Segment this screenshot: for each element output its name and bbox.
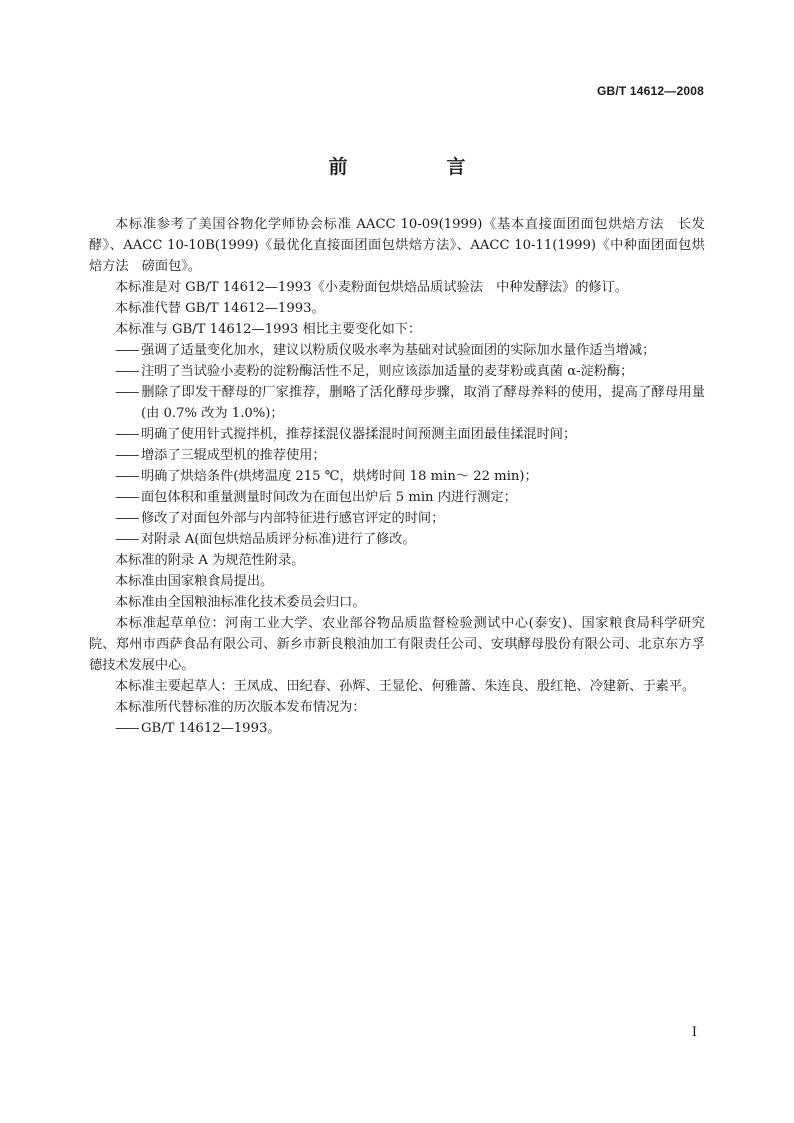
paragraph-revision-note: 本标准是对 GB/T 14612—1993《小麦粉面包烘焙品质试验法 中种发酵法》的修订。 [115, 280, 628, 295]
list-item [89, 424, 705, 445]
dash-marker: —— [115, 364, 138, 379]
paragraph-replaces: 本标准代替 GB/T 14612—1993。 [115, 301, 325, 316]
page-title: 前 言 [328, 156, 506, 178]
paragraph-drafters: 本标准主要起草人：王凤成、田纪春、孙辉、王显伦、何雅蔷、朱连良、殷红艳、冷建新、于素平。 [115, 679, 696, 694]
list-item-text: 增添了三辊成型机的推荐使用； [141, 448, 326, 463]
document-body [89, 214, 705, 739]
dash-marker: —— [115, 490, 138, 505]
paragraph-reference-standards: 本标准参考了美国谷物化学师协会标准 AACC 10-09(1999)《基本直接面团面包烘焙方法 长发酵》、AACC 10-10B(1999)《最优化直接面团面包烘焙方法》、AACC 10-11(1999)《中种面团面包烘焙方法 磅面包》。 [89, 217, 705, 274]
list-item [89, 382, 705, 424]
list-item [89, 508, 705, 529]
standard-number: GB/T 14612—2008 [596, 84, 704, 98]
list-item-text: 明确了烘焙条件(烘烤温度 215 ℃，烘烤时间 18 min～ 22 min)； [141, 469, 538, 484]
paragraph-history-intro: 本标准所代替标准的历次版本发布情况为： [115, 700, 366, 715]
paragraph-changes-intro: 本标准与 GB/T 14612—1993 相比主要变化如下： [115, 322, 422, 337]
list-item-text: 强调了适量变化加水，建议以粉质仪吸水率为基础对试验面团的实际加水量作适当增减； [141, 343, 656, 358]
list-item [89, 340, 705, 361]
list-item [89, 466, 705, 487]
page-number: I [691, 1025, 697, 1040]
dash-marker: —— [115, 532, 138, 547]
paragraph-committee: 本标准由全国粮油标准化技术委员会归口。 [115, 595, 366, 610]
dash-marker: —— [115, 511, 138, 526]
list-item [89, 718, 705, 739]
list-item-text: 面包体积和重量测量时间改为在面包出炉后 5 min 内进行测定； [141, 490, 517, 505]
list-item-text: 删除了即发干酵母的厂家推荐，删略了活化酵母步骤，取消了酵母养料的使用，提高了酵母用量(由 0.7% 改为 1.0%)； [141, 385, 705, 421]
paragraph-proposer: 本标准由国家粮食局提出。 [115, 574, 274, 589]
list-item-text: 明确了使用针式搅拌机，推荐揉混仪器揉混时间预测主面团最佳揉混时间； [141, 427, 577, 442]
dash-marker: —— [115, 448, 138, 463]
dash-marker: —— [115, 469, 138, 484]
list-item-text: 注明了当试验小麦粉的淀粉酶活性不足，则应该添加适量的麦芽粉或真菌 α-淀粉酶； [141, 364, 634, 379]
list-item [89, 529, 705, 550]
list-item-text: GB/T 14612—1993。 [141, 721, 281, 736]
paragraph-drafting-units: 本标准起草单位：河南工业大学、农业部谷物品质监督检验测试中心(泰安)、国家粮食局科学研究院、郑州市西萨食品有限公司、新乡市新良粮油加工有限责任公司、安琪酵母股份有限公司、北京东方孚德技术发展中心。 [89, 616, 705, 673]
dash-marker: —— [115, 385, 138, 400]
list-item [89, 445, 705, 466]
dash-marker: —— [115, 427, 138, 442]
list-item-text: 修改了对面包外部与内部特征进行感官评定的时间； [141, 511, 445, 526]
paragraph-appendix: 本标准的附录 A 为规范性附录。 [115, 553, 305, 568]
dash-marker: —— [115, 343, 138, 358]
dash-marker: —— [115, 721, 138, 736]
list-item [89, 487, 705, 508]
list-item [89, 361, 705, 382]
list-item-text: 对附录 A(面包烘焙品质评分标准)进行了修改。 [141, 532, 416, 547]
